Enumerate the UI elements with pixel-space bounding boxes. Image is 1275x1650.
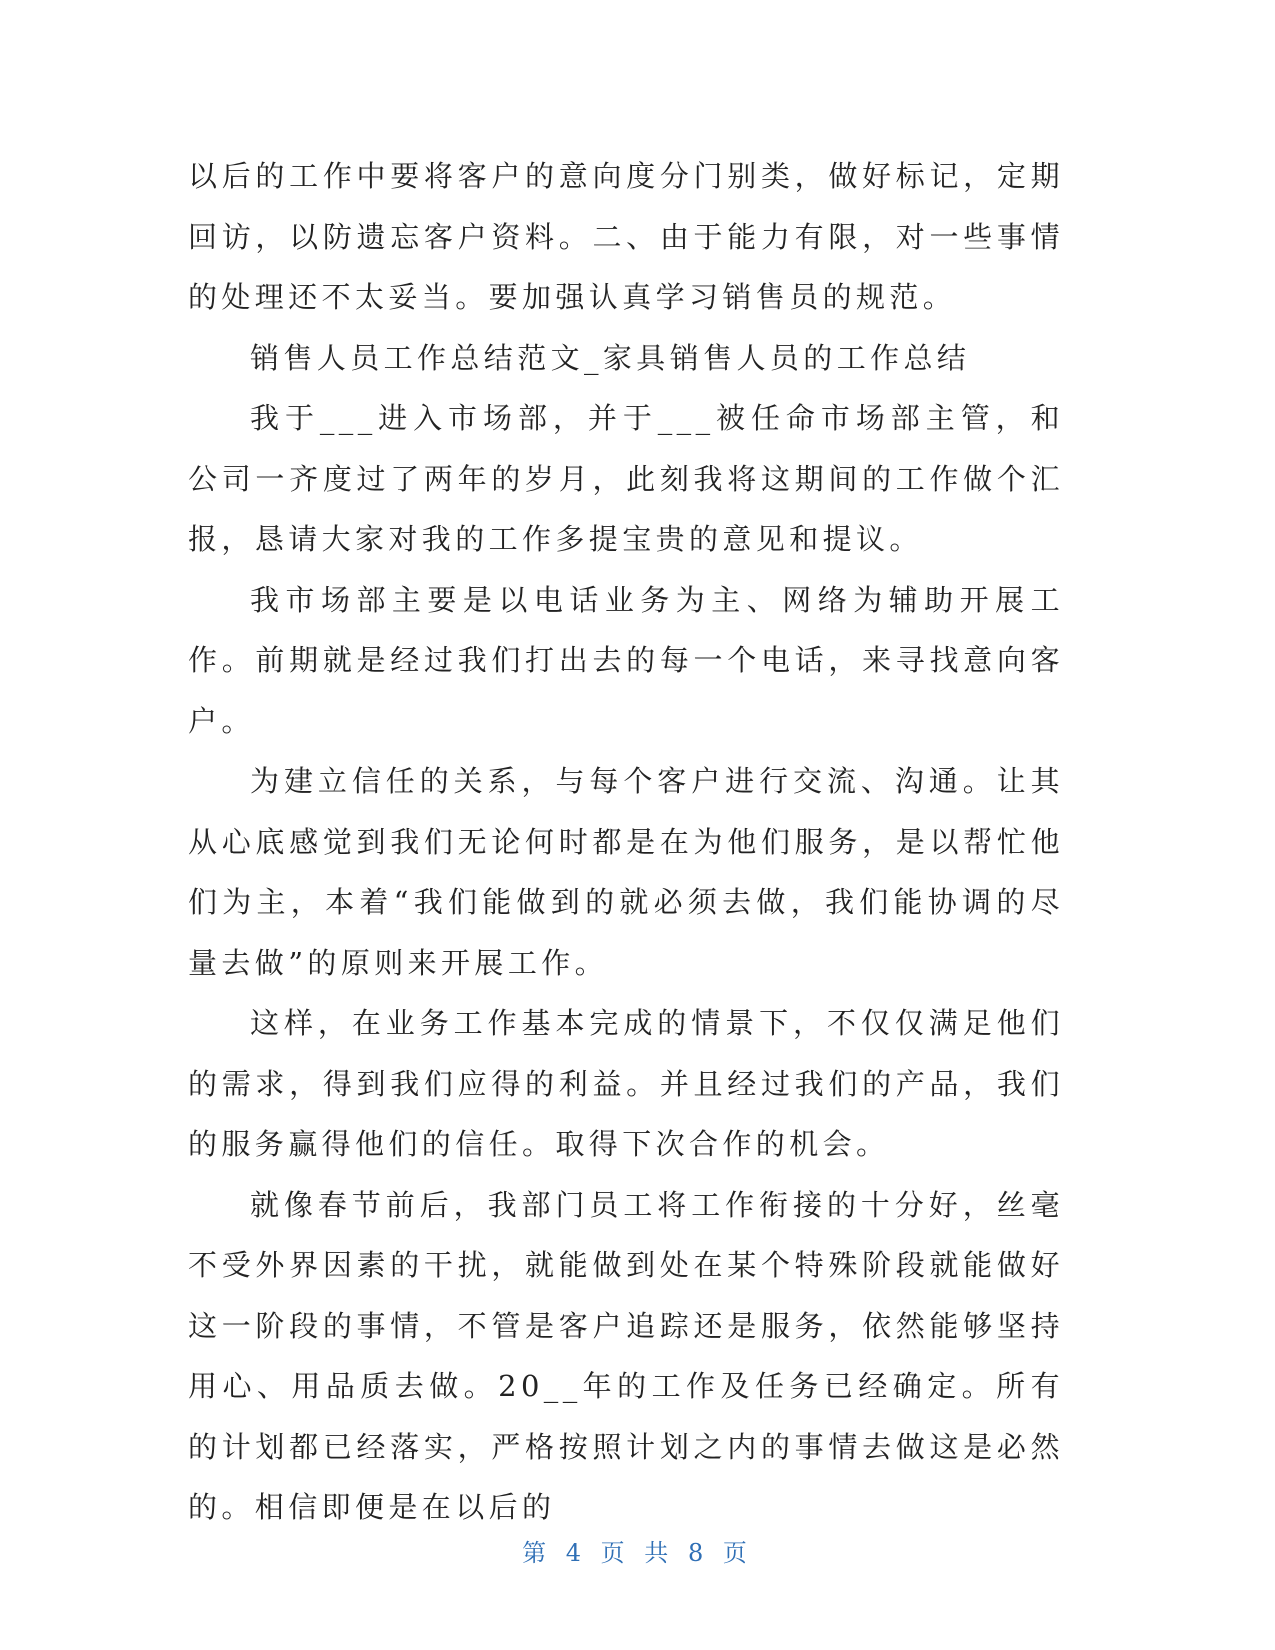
paragraph-intro: 我于___进入市场部，并于___被任命市场部主管，和公司一齐度过了两年的岁月，此刻我将这期间的工作做个汇报，恳请大家对我的工作多提宝贵的意见和提议。 [188, 401, 1064, 556]
page-footer [0, 1533, 1275, 1568]
paragraph-continued: 以后的工作中要将客户的意向度分门别类，做好标记，定期回访，以防遗忘客户资料。二、由于能力有限，对一些事情的处理还不太妥当。要加强认真学习销售员的规范。 [188, 159, 1064, 314]
paragraph-spring-festival: 就像春节前后，我部门员工将工作衔接的十分好，丝毫不受外界因素的干扰，就能做到处在某个特殊阶段就能做好这一阶段的事情，不管是客户追踪还是服务，依然能够坚持用心、用品质去做。20__年的工作及任务已经确定。所有的计划都已经落实，严格按照计划之内的事情去做这是必然的。相信即便是在以后的 [188, 1187, 1064, 1524]
paragraph-trust: 为建立信任的关系，与每个客户进行交流、沟通。让其从心底感觉到我们无论何时都是在为他们服务，是以帮忙他们为主，本着“我们能做到的就必须去做，我们能协调的尽量去做”的原则来开展工作。 [188, 764, 1064, 980]
page-number-label: 第 4 页 共 8 页 [522, 1539, 753, 1567]
paragraph-business: 这样，在业务工作基本完成的情景下，不仅仅满足他们的需求，得到我们应得的利益。并且经过我们的产品，我们的服务赢得他们的信任。取得下次合作的机会。 [188, 1006, 1064, 1161]
document-body [188, 146, 1064, 1538]
section-title: 销售人员工作总结范文_家具销售人员的工作总结 [250, 340, 971, 375]
paragraph-market-dept: 我市场部主要是以电话业务为主、网络为辅助开展工作。前期就是经过我们打出去的每一个电话，来寻找意向客户。 [188, 582, 1064, 738]
